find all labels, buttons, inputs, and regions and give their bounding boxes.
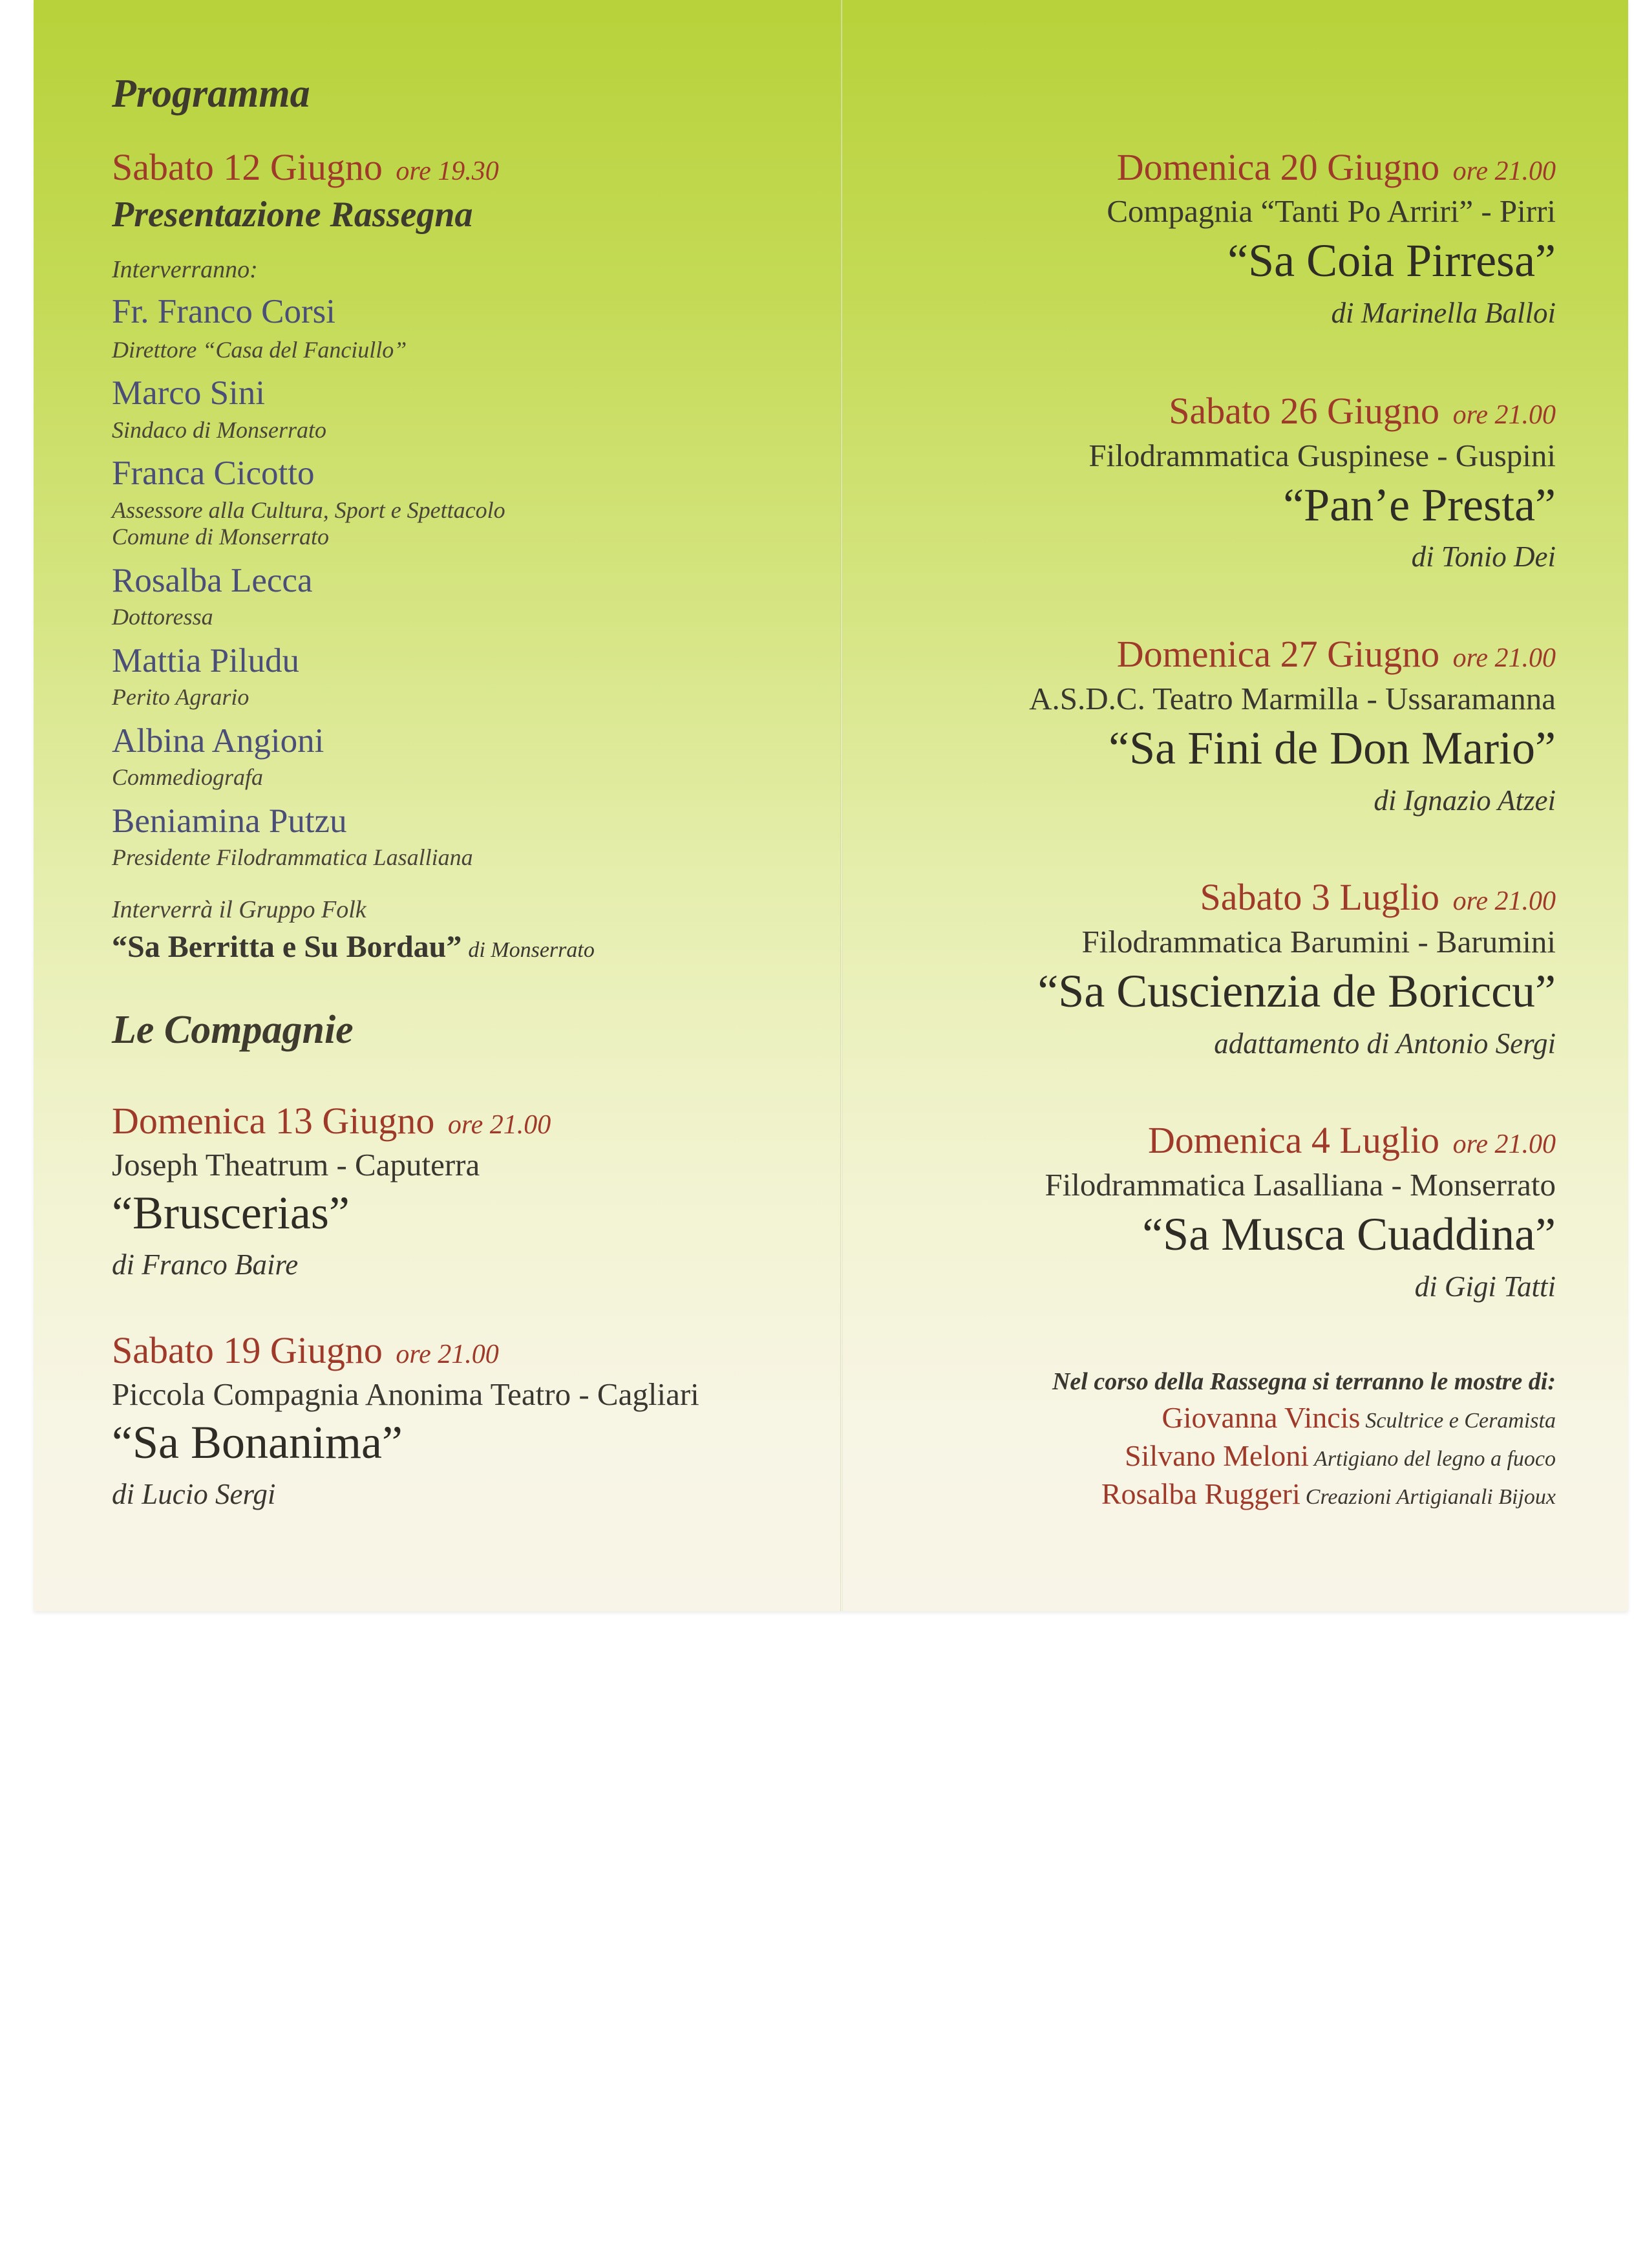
opening-time: ore 19.30 <box>396 156 499 186</box>
show-author: di Gigi Tatti <box>1414 1270 1556 1303</box>
show-time: ore 21.00 <box>396 1340 499 1369</box>
show-date: Domenica 27 Giugno <box>1116 633 1440 675</box>
show-time: ore 21.00 <box>1452 1129 1556 1159</box>
show-time: ore 21.00 <box>447 1110 551 1140</box>
show-author: di Franco Baire <box>112 1248 299 1281</box>
show-date-line <box>1117 632 1556 676</box>
folk-group-place: di Monserrato <box>468 938 595 962</box>
show-company: Compagnia “Tanti Po Arriri” - Pirri <box>1107 193 1556 229</box>
speaker-role: Dottoressa <box>112 604 213 630</box>
show-time: ore 21.00 <box>1452 886 1556 916</box>
show-company: Piccola Compagnia Anonima Teatro - Cagliari <box>112 1376 699 1412</box>
speaker-role-line2: Comune di Monserrato <box>112 524 329 550</box>
opening-date-line <box>112 145 499 189</box>
show-author: di Marinella Balloi <box>1331 297 1556 329</box>
artist-name: Giovanna Vincis <box>1162 1401 1361 1434</box>
show-date: Sabato 3 Luglio <box>1200 876 1440 918</box>
show-company: Joseph Theatrum - Caputerra <box>112 1147 480 1182</box>
folk-group-line <box>112 929 595 965</box>
show-play-title: “Sa Bonanima” <box>112 1417 403 1468</box>
show-author: adattamento di Antonio Sergi <box>1214 1027 1556 1060</box>
show-company: A.S.D.C. Teatro Marmilla - Ussaramanna <box>1029 681 1556 716</box>
show-time: ore 21.00 <box>1452 400 1556 430</box>
speaker-role: Commediografa <box>112 764 263 790</box>
opening-date: Sabato 12 Giugno <box>112 146 383 188</box>
show-date: Domenica 4 Luglio <box>1148 1119 1440 1161</box>
show-author: di Tonio Dei <box>1411 540 1556 573</box>
speaker-role: Sindaco di Monserrato <box>112 417 326 443</box>
speaker-name: Fr. Franco Corsi <box>112 293 335 330</box>
artist-role: Creazioni Artigianali Bijoux <box>1305 1485 1556 1509</box>
show-play-title: “Sa Cuscienzia de Boriccu” <box>1037 965 1556 1017</box>
exhibits-note: Nel corso della Rassegna si terranno le mostre di: <box>1052 1368 1556 1395</box>
opening-title: Presentazione Rassegna <box>112 195 473 235</box>
show-play-title: “Sa Coia Pirresa” <box>1227 235 1556 286</box>
speaker-role: Assessore alla Cultura, Sport e Spettacolo <box>112 497 505 523</box>
speaker-name: Beniamina Putzu <box>112 802 347 840</box>
show-date: Sabato 26 Giugno <box>1169 390 1440 432</box>
programma-title: Programma <box>112 72 310 116</box>
speakers-intro: Interverranno: <box>112 256 258 283</box>
speaker-role: Presidente Filodrammatica Lasalliana <box>112 844 473 870</box>
exhibit-artist <box>1101 1477 1556 1511</box>
show-date-line <box>112 1329 499 1372</box>
show-date-line <box>1148 1118 1556 1162</box>
speaker-name: Albina Angioni <box>112 722 324 760</box>
show-date: Domenica 13 Giugno <box>112 1100 435 1142</box>
show-date-line <box>1169 389 1556 433</box>
show-play-title: “Bruscerias” <box>112 1187 350 1239</box>
brochure-sheet <box>34 0 1628 1611</box>
show-play-title: “Pan’e Presta” <box>1283 479 1556 531</box>
speaker-name: Mattia Piludu <box>112 642 300 679</box>
show-author: di Lucio Sergi <box>112 1478 276 1510</box>
speaker-role: Direttore “Casa del Fanciullo” <box>112 337 407 363</box>
show-date: Domenica 20 Giugno <box>1116 146 1440 188</box>
artist-role: Scultrice e Ceramista <box>1365 1409 1556 1433</box>
show-date-line <box>1117 145 1556 189</box>
folk-group-name: “Sa Berritta e Su Bordau” <box>112 930 462 964</box>
speaker-name: Marco Sini <box>112 374 265 412</box>
speaker-name: Rosalba Lecca <box>112 562 313 599</box>
compagnie-title: Le Compagnie <box>112 1008 354 1052</box>
folk-intro: Interverrà il Gruppo Folk <box>112 896 366 923</box>
artist-name: Rosalba Ruggeri <box>1101 1477 1300 1510</box>
exhibit-artist <box>1162 1400 1556 1435</box>
show-time: ore 21.00 <box>1452 156 1556 186</box>
artist-role: Artigiano del legno a fuoco <box>1314 1447 1556 1471</box>
exhibit-artist <box>1125 1439 1556 1473</box>
speaker-name: Franca Cicotto <box>112 455 315 492</box>
speaker-role: Perito Agrario <box>112 684 249 710</box>
show-author: di Ignazio Atzei <box>1374 784 1556 817</box>
show-date-line <box>112 1099 551 1142</box>
fold-line <box>840 0 843 1611</box>
show-play-title: “Sa Fini de Don Mario” <box>1109 722 1556 774</box>
show-date: Sabato 19 Giugno <box>112 1329 383 1371</box>
show-play-title: “Sa Musca Cuaddina” <box>1142 1208 1556 1260</box>
show-company: Filodrammatica Lasalliana - Monserrato <box>1045 1167 1556 1203</box>
artist-name: Silvano Meloni <box>1125 1439 1310 1472</box>
show-time: ore 21.00 <box>1452 643 1556 673</box>
show-company: Filodrammatica Barumini - Barumini <box>1081 924 1556 959</box>
show-company: Filodrammatica Guspinese - Guspini <box>1088 438 1556 473</box>
show-date-line <box>1200 875 1556 919</box>
